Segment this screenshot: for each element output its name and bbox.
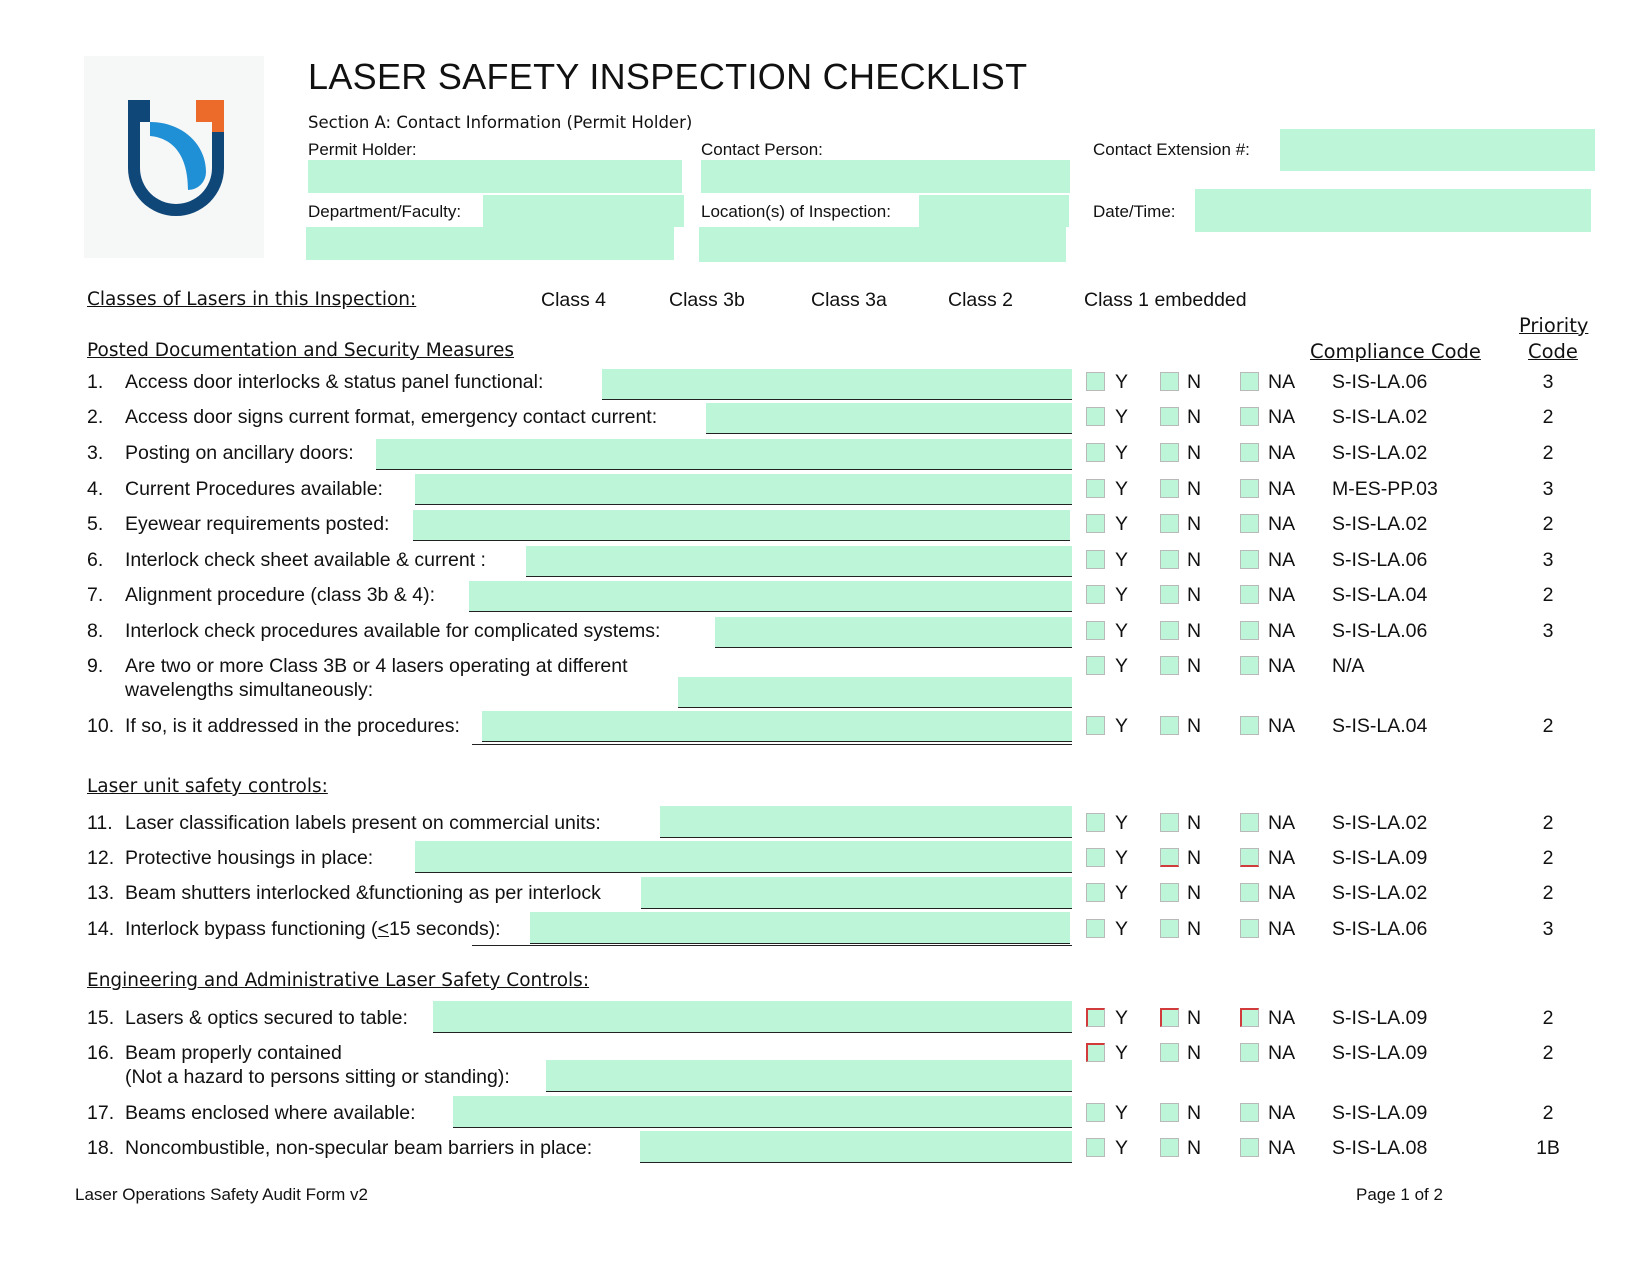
item-15-n-checkbox[interactable] — [1160, 1008, 1179, 1027]
item-2-y-label: Y — [1115, 406, 1129, 428]
item-15-n-label: N — [1187, 1007, 1202, 1029]
item-4-na-label: NA — [1268, 478, 1296, 500]
item-15-y-label: Y — [1115, 1007, 1129, 1029]
item-6-priority-code: 3 — [1542, 549, 1554, 571]
item-10-n-checkbox[interactable] — [1160, 716, 1179, 735]
item-16-comment-field[interactable] — [546, 1060, 1072, 1092]
class-2-option: Class 2 — [948, 289, 1014, 311]
item-16-compliance-code: S-IS-LA.09 — [1332, 1042, 1428, 1064]
item-8-number: 8. — [87, 620, 104, 642]
item-11-na-label: NA — [1268, 812, 1296, 834]
item-12-compliance-code: S-IS-LA.09 — [1332, 847, 1428, 869]
item-12-label: Protective housings in place: — [125, 847, 374, 869]
contact-person-label: Contact Person: — [701, 140, 823, 159]
item-17-na-checkbox[interactable] — [1240, 1103, 1259, 1122]
item-7-n-label: N — [1187, 584, 1202, 606]
item-18-priority-code: 1B — [1536, 1137, 1560, 1159]
item-8-priority-code: 3 — [1542, 620, 1554, 642]
item-14-label-symbol: < — [377, 918, 389, 940]
item-3-label: Posting on ancillary doors: — [125, 442, 354, 464]
item-12-number: 12. — [87, 847, 115, 869]
item-4-n-label: N — [1187, 478, 1202, 500]
item-14-comment-field[interactable] — [530, 912, 1070, 944]
item-1-y-label: Y — [1115, 371, 1129, 393]
class-4-option: Class 4 — [541, 289, 607, 311]
item-5-compliance-code: S-IS-LA.02 — [1332, 513, 1428, 535]
item-2-na-checkbox[interactable] — [1240, 407, 1259, 426]
item-17-label: Beams enclosed where available: — [125, 1102, 416, 1124]
item-14-label-part1: Interlock bypass functioning ( — [125, 918, 378, 940]
item-9-na-checkbox[interactable] — [1240, 656, 1259, 675]
section-posted-heading: Posted Documentation and Security Measures — [87, 340, 515, 361]
item-11-number: 11. — [87, 812, 113, 834]
section-a-heading: Section A: Contact Information (Permit Holder) — [308, 113, 693, 132]
item-12-priority-code: 2 — [1542, 847, 1554, 869]
item-10-compliance-code: S-IS-LA.04 — [1332, 715, 1428, 737]
item-7-n-checkbox[interactable] — [1160, 585, 1179, 604]
item-7-label: Alignment procedure (class 3b & 4): — [125, 584, 435, 606]
item-10-y-label: Y — [1115, 715, 1129, 737]
item-15-priority-code: 2 — [1542, 1007, 1554, 1029]
item-8-label: Interlock check procedures available for complicated systems: — [125, 620, 661, 642]
item-10-y-checkbox[interactable] — [1086, 716, 1105, 735]
item-1-na-checkbox[interactable] — [1240, 372, 1259, 391]
item-13-na-label: NA — [1268, 882, 1296, 904]
item-18-na-label: NA — [1268, 1137, 1296, 1159]
item-17-y-checkbox[interactable] — [1086, 1103, 1105, 1122]
datetime-label: Date/Time: — [1093, 202, 1176, 221]
item-15-na-label: NA — [1268, 1007, 1296, 1029]
item-14-na-label: NA — [1268, 918, 1296, 940]
item-11-y-label: Y — [1115, 812, 1129, 834]
item-4-number: 4. — [87, 478, 104, 500]
class-3a-option: Class 3a — [811, 289, 887, 311]
item-4-y-checkbox[interactable] — [1086, 479, 1105, 498]
item-8-y-checkbox[interactable] — [1086, 621, 1105, 640]
item-2-priority-code: 2 — [1542, 406, 1554, 428]
item-1-na-label: NA — [1268, 371, 1296, 393]
item-18-compliance-code: S-IS-LA.08 — [1332, 1137, 1428, 1159]
item-1-y-checkbox[interactable] — [1086, 372, 1105, 391]
item-9-na-label: NA — [1268, 655, 1296, 677]
item-13-na-checkbox[interactable] — [1240, 883, 1259, 902]
item-13-label: Beam shutters interlocked &functioning as per interlock — [125, 882, 601, 904]
item-7-compliance-code: S-IS-LA.04 — [1332, 584, 1428, 606]
item-7-na-label: NA — [1268, 584, 1296, 606]
item-10-na-label: NA — [1268, 715, 1296, 737]
item-5-comment-field[interactable] — [413, 510, 1070, 541]
priority-header-line1: Priority — [1519, 314, 1589, 337]
item-14-underline — [472, 945, 1072, 946]
item-4-label: Current Procedures available: — [125, 478, 383, 500]
department-field[interactable] — [483, 195, 684, 227]
item-6-n-checkbox[interactable] — [1160, 550, 1179, 569]
item-2-label: Access door signs current format, emergency contact current: — [125, 406, 658, 428]
item-4-comment-field[interactable] — [415, 474, 1072, 505]
department-field-2[interactable] — [306, 227, 674, 260]
item-16-number: 16. — [87, 1042, 115, 1064]
locations-field-2[interactable] — [699, 227, 1066, 262]
item-6-na-label: NA — [1268, 549, 1296, 571]
item-13-y-checkbox[interactable] — [1086, 883, 1105, 902]
item-1-comment-field[interactable] — [602, 369, 1072, 400]
item-18-y-checkbox[interactable] — [1086, 1138, 1105, 1157]
item-6-na-checkbox[interactable] — [1240, 550, 1259, 569]
item-17-comment-field[interactable] — [453, 1096, 1072, 1128]
item-8-comment-field[interactable] — [715, 617, 1072, 648]
item-10-label: If so, is it addressed in the procedures: — [125, 715, 460, 737]
item-8-n-label: N — [1187, 620, 1202, 642]
item-16-na-label: NA — [1268, 1042, 1296, 1064]
item-7-priority-code: 2 — [1542, 584, 1554, 606]
contact-person-field[interactable] — [701, 160, 1070, 193]
item-17-compliance-code: S-IS-LA.09 — [1332, 1102, 1428, 1124]
item-4-compliance-code: M-ES-PP.03 — [1332, 478, 1438, 500]
item-11-na-checkbox[interactable] — [1240, 813, 1259, 832]
item-2-number: 2. — [87, 406, 104, 428]
item-9-y-label: Y — [1115, 655, 1129, 677]
item-5-y-label: Y — [1115, 513, 1129, 535]
item-11-priority-code: 2 — [1542, 812, 1554, 834]
item-17-n-label: N — [1187, 1102, 1202, 1124]
item-9-label: Are two or more Class 3B or 4 lasers operating at different — [125, 655, 628, 677]
item-6-y-checkbox[interactable] — [1086, 550, 1105, 569]
item-6-label: Interlock check sheet available & current : — [125, 549, 486, 571]
item-9-label-line2: wavelengths simultaneously: — [125, 679, 374, 701]
item-16-y-checkbox[interactable] — [1086, 1043, 1105, 1062]
item-3-na-label: NA — [1268, 442, 1296, 464]
item-16-label: Beam properly contained — [125, 1042, 342, 1064]
contact-extension-field[interactable] — [1280, 129, 1595, 171]
item-12-y-label: Y — [1115, 847, 1129, 869]
item-8-y-label: Y — [1115, 620, 1129, 642]
item-14-number: 14. — [87, 918, 115, 940]
item-14-n-label: N — [1187, 918, 1202, 940]
item-12-na-label: NA — [1268, 847, 1296, 869]
item-16-y-label: Y — [1115, 1042, 1129, 1064]
item-8-na-checkbox[interactable] — [1240, 621, 1259, 640]
item-13-comment-field[interactable] — [641, 877, 1072, 909]
item-14-label — [125, 918, 501, 941]
item-14-n-checkbox[interactable] — [1160, 919, 1179, 938]
item-7-na-checkbox[interactable] — [1240, 585, 1259, 604]
item-11-label: Laser classification labels present on commercial units: — [125, 812, 601, 834]
item-3-na-checkbox[interactable] — [1240, 443, 1259, 462]
item-18-n-checkbox[interactable] — [1160, 1138, 1179, 1157]
item-9-y-checkbox[interactable] — [1086, 656, 1105, 675]
item-15-compliance-code: S-IS-LA.09 — [1332, 1007, 1428, 1029]
item-3-number: 3. — [87, 442, 104, 464]
item-3-y-label: Y — [1115, 442, 1129, 464]
item-2-n-label: N — [1187, 406, 1202, 428]
item-16-priority-code: 2 — [1542, 1042, 1554, 1064]
item-12-n-checkbox[interactable] — [1160, 848, 1179, 867]
item-13-n-label: N — [1187, 882, 1202, 904]
item-8-n-checkbox[interactable] — [1160, 621, 1179, 640]
item-11-compliance-code: S-IS-LA.02 — [1332, 812, 1428, 834]
item-5-y-checkbox[interactable] — [1086, 514, 1105, 533]
permit-holder-field[interactable] — [308, 160, 682, 193]
item-14-na-checkbox[interactable] — [1240, 919, 1259, 938]
item-17-number: 17. — [87, 1102, 115, 1124]
item-10-n-label: N — [1187, 715, 1202, 737]
item-12-na-checkbox[interactable] — [1240, 848, 1259, 867]
item-18-number: 18. — [87, 1137, 115, 1159]
item-5-label: Eyewear requirements posted: — [125, 513, 390, 535]
item-9-comment-field[interactable] — [678, 677, 1072, 708]
item-2-na-label: NA — [1268, 406, 1296, 428]
item-10-comment-field[interactable] — [482, 711, 1072, 742]
item-18-y-label: Y — [1115, 1137, 1129, 1159]
item-10-underline — [472, 744, 1072, 745]
item-7-number: 7. — [87, 584, 104, 606]
item-5-n-checkbox[interactable] — [1160, 514, 1179, 533]
item-9-compliance-code: N/A — [1332, 655, 1365, 677]
item-11-y-checkbox[interactable] — [1086, 813, 1105, 832]
item-12-y-checkbox[interactable] — [1086, 848, 1105, 867]
form-title: LASER SAFETY INSPECTION CHECKLIST — [308, 56, 1028, 97]
item-11-n-label: N — [1187, 812, 1202, 834]
item-3-compliance-code: S-IS-LA.02 — [1332, 442, 1428, 464]
section-engineering-heading: Engineering and Administrative Laser Safety Controls: — [87, 970, 590, 991]
item-2-n-checkbox[interactable] — [1160, 407, 1179, 426]
locations-label: Location(s) of Inspection: — [701, 202, 891, 221]
item-7-y-label: Y — [1115, 584, 1129, 606]
item-13-priority-code: 2 — [1542, 882, 1554, 904]
organization-logo — [118, 92, 230, 224]
item-1-n-checkbox[interactable] — [1160, 372, 1179, 391]
class-1-embedded-option: Class 1 embedded — [1084, 289, 1247, 311]
item-8-na-label: NA — [1268, 620, 1296, 642]
item-14-y-label: Y — [1115, 918, 1129, 940]
contact-extension-label: Contact Extension #: — [1093, 140, 1250, 159]
priority-header-line2: Code — [1528, 340, 1578, 363]
item-1-number: 1. — [87, 371, 104, 393]
item-4-priority-code: 3 — [1542, 478, 1554, 500]
item-16-n-label: N — [1187, 1042, 1202, 1064]
section-laser-unit-heading: Laser unit safety controls: — [87, 776, 328, 797]
item-8-compliance-code: S-IS-LA.06 — [1332, 620, 1428, 642]
item-2-comment-field[interactable] — [706, 403, 1072, 434]
item-6-comment-field[interactable] — [526, 546, 1072, 577]
item-14-compliance-code: S-IS-LA.06 — [1332, 918, 1428, 940]
item-14-y-checkbox[interactable] — [1086, 919, 1105, 938]
item-3-priority-code: 2 — [1542, 442, 1554, 464]
department-label: Department/Faculty: — [308, 202, 462, 221]
item-18-n-label: N — [1187, 1137, 1202, 1159]
item-6-compliance-code: S-IS-LA.06 — [1332, 549, 1428, 571]
item-17-n-checkbox[interactable] — [1160, 1103, 1179, 1122]
item-13-n-checkbox[interactable] — [1160, 883, 1179, 902]
item-7-y-checkbox[interactable] — [1086, 585, 1105, 604]
item-9-n-checkbox[interactable] — [1160, 656, 1179, 675]
locations-field[interactable] — [919, 195, 1069, 227]
item-2-y-checkbox[interactable] — [1086, 407, 1105, 426]
item-15-number: 15. — [87, 1007, 115, 1029]
item-10-priority-code: 2 — [1542, 715, 1554, 737]
item-4-n-checkbox[interactable] — [1160, 479, 1179, 498]
item-4-y-label: Y — [1115, 478, 1129, 500]
footer-page-number: Page 1 of 2 — [1356, 1185, 1443, 1204]
item-17-priority-code: 2 — [1542, 1102, 1554, 1124]
item-15-na-checkbox[interactable] — [1240, 1008, 1259, 1027]
item-6-n-label: N — [1187, 549, 1202, 571]
item-16-label-line2: (Not a hazard to persons sitting or standing): — [125, 1066, 510, 1088]
item-17-y-label: Y — [1115, 1102, 1129, 1124]
item-1-priority-code: 3 — [1542, 371, 1554, 393]
item-6-y-label: Y — [1115, 549, 1129, 571]
item-5-na-checkbox[interactable] — [1240, 514, 1259, 533]
datetime-field[interactable] — [1195, 189, 1591, 232]
item-3-comment-field[interactable] — [376, 439, 1072, 470]
item-18-comment-field[interactable] — [640, 1131, 1072, 1163]
item-11-n-checkbox[interactable] — [1160, 813, 1179, 832]
item-13-number: 13. — [87, 882, 115, 904]
item-1-label: Access door interlocks & status panel functional: — [125, 371, 544, 393]
item-16-na-checkbox[interactable] — [1240, 1043, 1259, 1062]
item-5-priority-code: 2 — [1542, 513, 1554, 535]
item-17-na-label: NA — [1268, 1102, 1296, 1124]
item-15-label: Lasers & optics secured to table: — [125, 1007, 408, 1029]
item-16-n-checkbox[interactable] — [1160, 1043, 1179, 1062]
item-12-comment-field[interactable] — [415, 841, 1072, 873]
classes-heading: Classes of Lasers in this Inspection: — [87, 289, 417, 310]
item-3-y-checkbox[interactable] — [1086, 443, 1105, 462]
compliance-code-header: Compliance Code — [1310, 340, 1481, 363]
item-3-n-label: N — [1187, 442, 1202, 464]
item-12-n-label: N — [1187, 847, 1202, 869]
item-7-comment-field[interactable] — [469, 581, 1072, 612]
item-10-na-checkbox[interactable] — [1240, 716, 1259, 735]
item-1-n-label: N — [1187, 371, 1202, 393]
item-4-na-checkbox[interactable] — [1240, 479, 1259, 498]
footer-form-name: Laser Operations Safety Audit Form v2 — [75, 1185, 368, 1204]
item-18-na-checkbox[interactable] — [1240, 1138, 1259, 1157]
item-11-comment-field[interactable] — [660, 806, 1072, 838]
item-14-priority-code: 3 — [1542, 918, 1554, 940]
item-2-compliance-code: S-IS-LA.02 — [1332, 406, 1428, 428]
item-5-n-label: N — [1187, 513, 1202, 535]
item-5-number: 5. — [87, 513, 104, 535]
item-13-y-label: Y — [1115, 882, 1129, 904]
item-15-y-checkbox[interactable] — [1086, 1008, 1105, 1027]
item-13-compliance-code: S-IS-LA.02 — [1332, 882, 1428, 904]
item-5-na-label: NA — [1268, 513, 1296, 535]
item-1-compliance-code: S-IS-LA.06 — [1332, 371, 1428, 393]
item-9-number: 9. — [87, 655, 104, 677]
item-15-comment-field[interactable] — [433, 1001, 1072, 1033]
item-6-number: 6. — [87, 549, 104, 571]
class-3b-option: Class 3b — [669, 289, 745, 311]
item-3-n-checkbox[interactable] — [1160, 443, 1179, 462]
item-9-n-label: N — [1187, 655, 1202, 677]
item-10-number: 10. — [87, 715, 115, 737]
item-18-label: Noncombustible, non-specular beam barriers in place: — [125, 1137, 593, 1159]
permit-holder-label: Permit Holder: — [308, 140, 417, 159]
item-14-label-part2: 15 seconds): — [388, 918, 501, 940]
